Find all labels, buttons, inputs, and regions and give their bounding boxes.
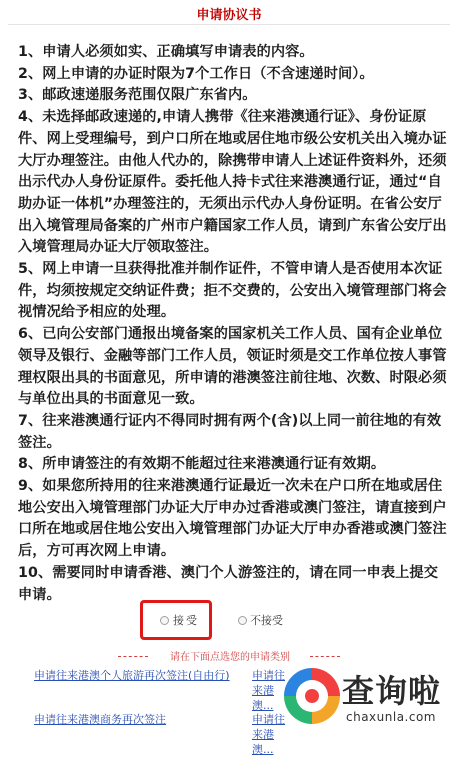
clause-2: 2、网上申请的办证时限为7个工作日（不含速递时间）。: [18, 65, 374, 82]
watermark-domain: chaxunla.com: [346, 710, 436, 724]
clause-10: 10、需要同时申请香港、澳门个人游签注的，请在同一申表上提交申请。: [18, 564, 438, 603]
decline-radio[interactable]: [238, 616, 247, 625]
prompt-dash-right: [310, 656, 340, 657]
clause-8: 8、所申请签注的有效期不能超过往来港澳通行证有效期。: [18, 456, 386, 473]
watermark-logo: [284, 664, 456, 746]
clause-7: 7、往来港澳通行证内不得同时拥有两个(含)以上同一前往地的有效签注。: [18, 412, 442, 451]
watermark-brand: 查询啦: [342, 672, 442, 710]
accept-radio[interactable]: [160, 616, 169, 625]
clause-6: 6、已向公安部门通报出境备案的国家机关工作人员、国有企业单位领导及银行、金融等部门工作人员，领证时须是交工作单位按人事管理权限出具的书面意见，所申请的港澳签注前往地、次数、时限必须与单位出具的书面意见一致。: [18, 326, 447, 408]
agreement-clauses: [18, 42, 448, 606]
link-individual-travel-visa[interactable]: 申请往来港澳个人旅游再次签注(自由行): [34, 669, 230, 682]
clause-1: 1、申请人必须如实、正确填写申请表的内容。: [18, 44, 314, 60]
clause-4: 4、未选择邮政速递的,申请人携带《往来港澳通行证》、身份证原件、网上受理编号，到户口所在地或居住地市级公安机关出入境办证大厅办理签注。由他人代办的，除携带申请人上述证件资料外，还须出示代办人身份证原件。委托他人持卡式往来港澳通行证，通过“自助办证一体机”办理签注的，无须出示代办人身份证明。在省公安厅出入境管理局备案的广州市户籍国家工作人员，请到广东省公安厅出入境管理局办证大厅领取签注。: [18, 109, 447, 256]
consent-options: [140, 600, 460, 640]
link-category-4[interactable]: 申请往来港澳...: [252, 713, 285, 756]
logo-icon: [284, 668, 340, 724]
page-title: 申请协议书: [196, 8, 262, 23]
decline-label[interactable]: 不接受: [250, 614, 283, 627]
clause-5: 5、网上申请一旦获得批准并制作证件，不管申请人是否使用本次证件，均须按规定交纳证件费；拒不交费的，公安出入境管理部门将会视情况给予相应的处理。: [18, 261, 447, 321]
prompt-dash-left: [118, 656, 148, 657]
category-prompt: 请在下面点选您的申请类别: [170, 652, 290, 663]
accept-label[interactable]: 接受: [173, 614, 199, 627]
link-business-visa[interactable]: 申请往来港澳商务再次签注: [34, 713, 166, 726]
clause-3: 3、邮政速递服务范围仅限广东省内。: [18, 87, 257, 104]
title-divider: [8, 24, 450, 25]
link-category-2[interactable]: 申请往来港澳...: [252, 669, 285, 712]
clause-9: 9、如果您所持用的往来港澳通行证最近一次未在户口所在地或居住地公安出入境管理部门办证大厅申办过香港或澳门签注，请直接到户口所在地或居住地公安出入境管理部门办证大厅申办香港或澳门签注后，方可再次网上申请。: [18, 478, 447, 560]
